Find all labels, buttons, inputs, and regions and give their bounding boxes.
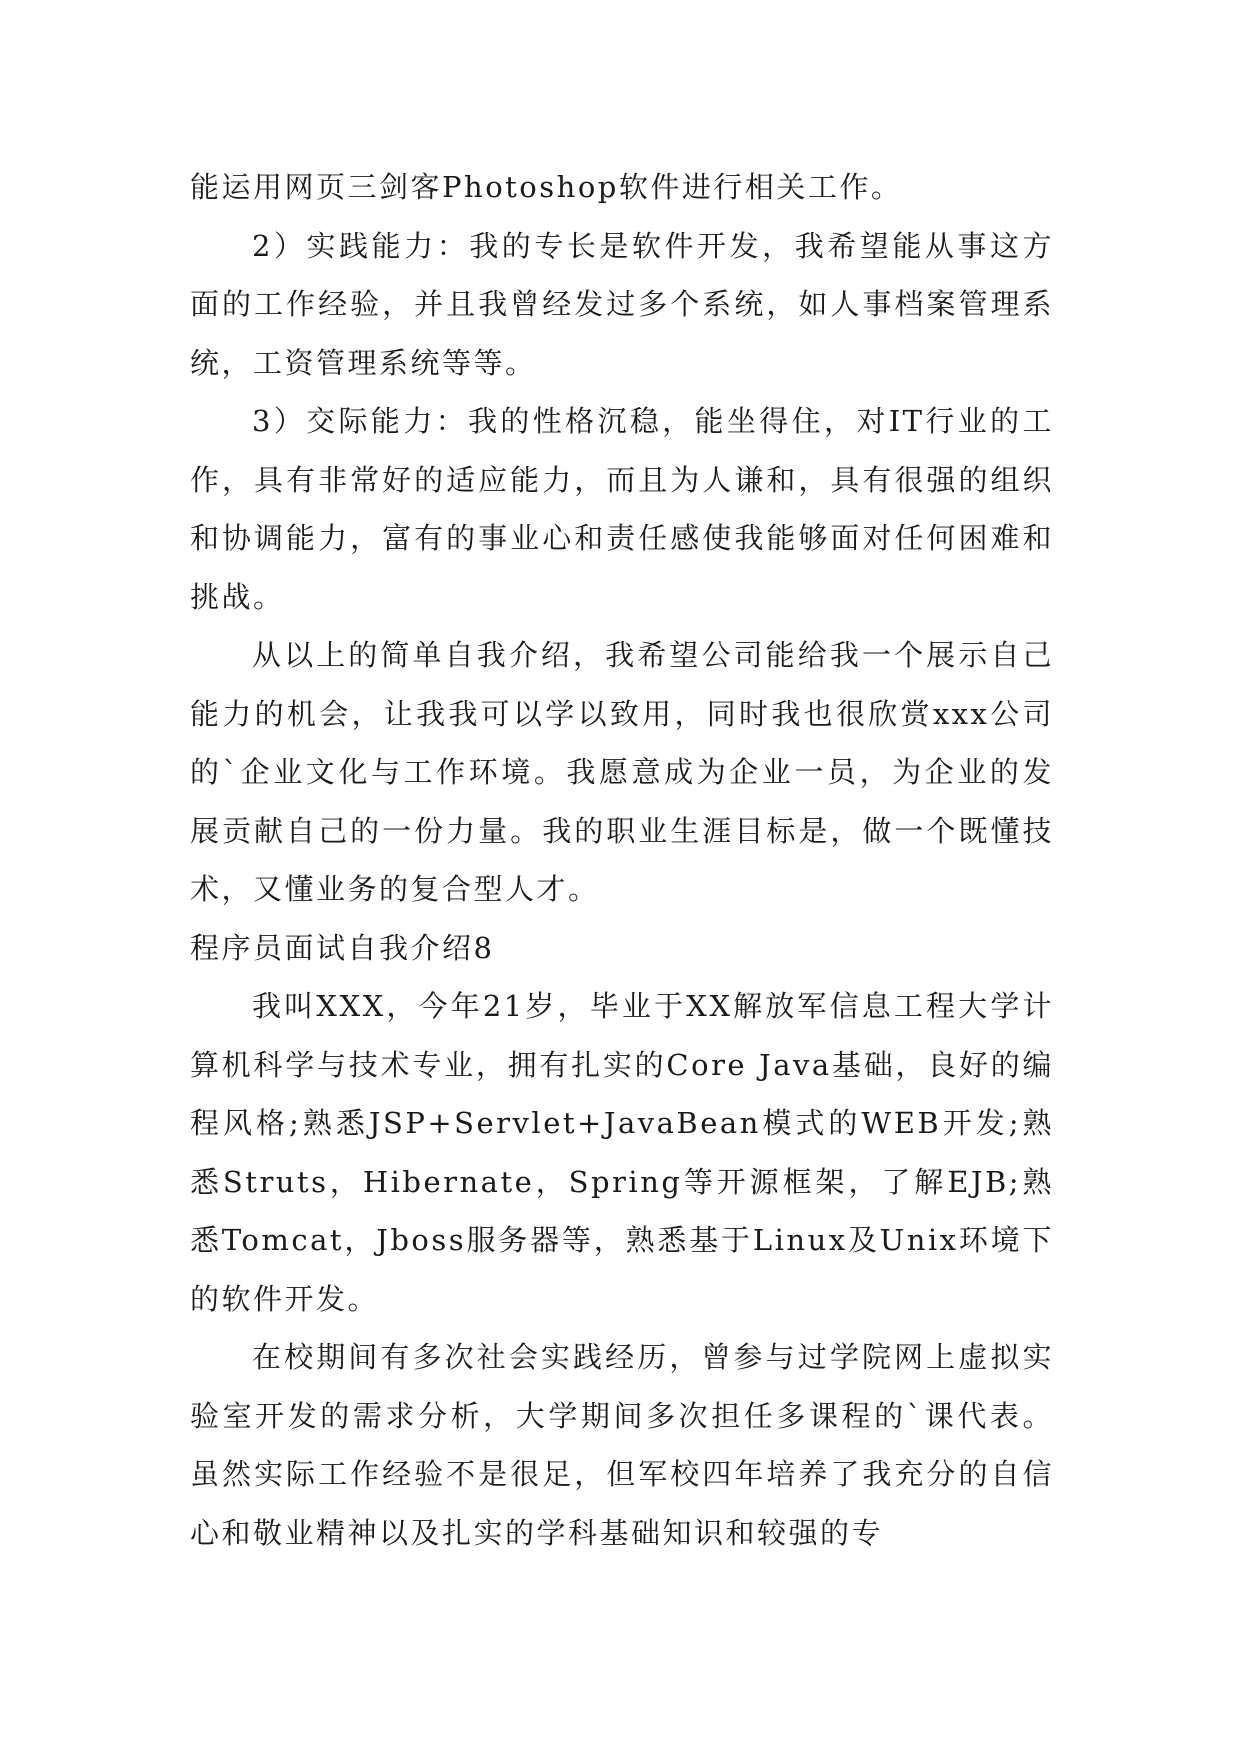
paragraph-campus-experience: 在校期间有多次社会实践经历，曾参与过学院网上虚拟实验室开发的需求分析，大学期间多次担任多课程的`课代表。虽然实际工作经验不是很足，但军校四年培养了我充分的自信心和敬业精神以及扎实的学科基础知识和较强的专 [190, 1340, 1054, 1550]
paragraph-career-goal: 从以上的简单自我介绍，我希望公司能给我一个展示自己能力的机会，让我我可以学以致用，同时我也很欣赏xxx公司的`企业文化与工作环境。我愿意成为企业一员，为企业的发展贡献自己的一份力量。我的职业生涯目标是，做一个既懂技术，又懂业务的复合型人才。 [190, 638, 1054, 906]
paragraph-self-introduction: 我叫XXX，今年21岁，毕业于XX解放军信息工程大学计算机科学与技术专业，拥有扎实的Core Java基础，良好的编程风格;熟悉JSP+Servlet+JavaBean模式的WEB开发;熟悉Struts，Hibernate，Spring等开源框架，了解EJB;熟悉Tomcat，Jboss服务器等，熟悉基于Linux及Unix环境下的软件开发。 [190, 989, 1054, 1316]
section-title: 程序员面试自我介绍8 [190, 930, 495, 965]
paragraph-practical-ability: 2）实践能力：我的专长是软件开发，我希望能从事这方面的工作经验，并且我曾经发过多个系统，如人事档案管理系统，工资管理系统等等。 [190, 228, 1054, 380]
paragraph-skills-tools: 能运用网页三剑客Photoshop软件进行相关工作。 [190, 170, 903, 204]
document-body [190, 158, 1054, 1562]
paragraph-social-ability: 3）交际能力：我的性格沉稳，能坐得住，对IT行业的工作，具有非常好的适应能力，而且为人谦和，具有很强的组织和协调能力，富有的事业心和责任感使我能够面对任何困难和挑战。 [190, 404, 1054, 614]
